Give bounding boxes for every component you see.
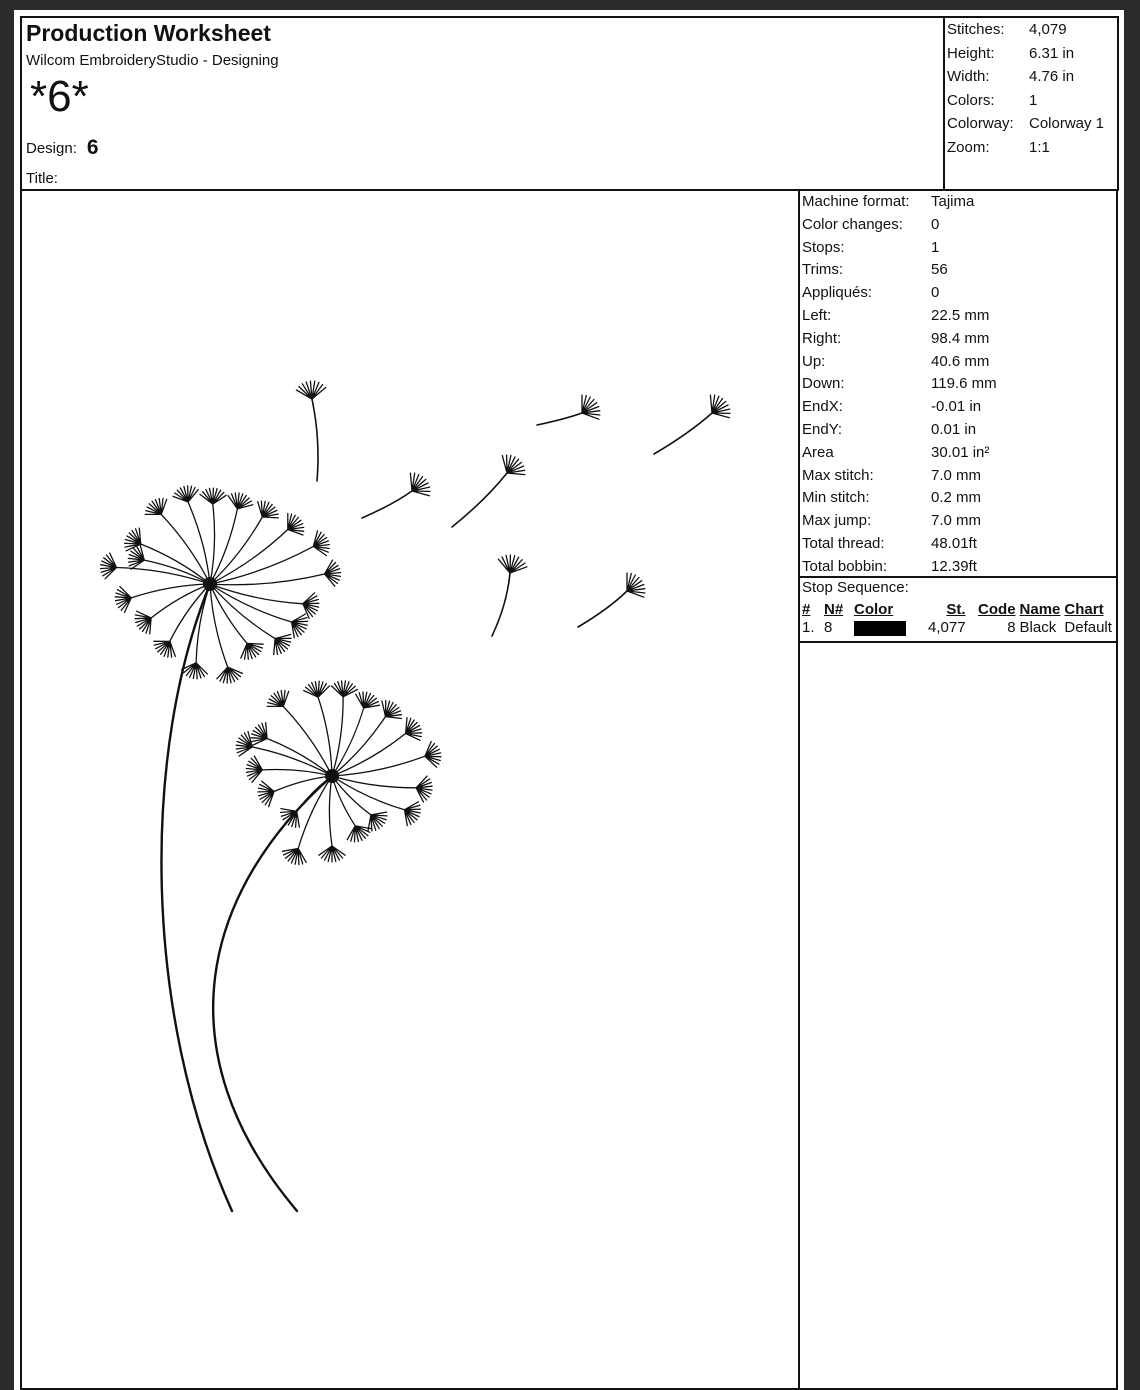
stop-sequence-title: Stop Sequence:	[802, 579, 909, 596]
summary-label: Zoom:	[947, 138, 990, 156]
stat-value: 7.0 mm	[931, 466, 982, 484]
seed-tuft	[115, 587, 131, 613]
seed-head-center	[203, 577, 217, 591]
floating-seed-stem	[362, 491, 412, 518]
col-color: Color	[854, 601, 894, 618]
stat-row	[802, 282, 997, 305]
seed-spoke	[298, 776, 332, 849]
seed-tuft	[296, 381, 325, 399]
stat-label: Color changes:	[802, 215, 903, 233]
design-value: 6	[86, 136, 99, 159]
table-row	[802, 618, 1116, 636]
stem	[213, 776, 332, 1211]
seed-spoke	[188, 502, 210, 584]
seed-tuft	[236, 732, 252, 757]
stat-row	[802, 237, 997, 260]
seed-spoke	[210, 584, 247, 643]
stop-sequence-table	[802, 601, 1116, 636]
stat-value: 0.2 mm	[931, 489, 982, 507]
stat-value: 7.0 mm	[931, 512, 982, 530]
stats-list	[802, 191, 997, 579]
stat-value: -0.01 in	[931, 398, 982, 416]
stat-value: 30.01 in²	[931, 443, 990, 461]
row-code: 8	[1007, 619, 1016, 636]
stat-label: Min stitch:	[802, 489, 870, 507]
seed-spoke	[210, 584, 303, 604]
seed-tuft	[182, 663, 208, 679]
seed-spoke	[151, 584, 210, 618]
summary-label: Colors:	[947, 91, 995, 109]
worksheet-title: Production Worksheet	[26, 20, 271, 46]
seed-spoke	[210, 504, 215, 584]
seed-tuft	[258, 781, 274, 806]
stat-value: 98.4 mm	[931, 329, 990, 347]
summary-panel	[943, 16, 1119, 191]
seed-spoke	[332, 697, 343, 776]
seed-tuft	[710, 395, 730, 418]
col-name: Name	[1019, 601, 1061, 618]
section-divider	[800, 641, 1116, 643]
row-chart: Default	[1064, 619, 1112, 636]
software-name: Wilcom EmbroideryStudio - Designing	[26, 52, 279, 69]
table-header-row	[802, 601, 1116, 618]
seed-tuft	[125, 528, 141, 551]
seed-tuft	[292, 614, 308, 638]
stat-label: Trims:	[802, 261, 844, 279]
seed-tuft	[627, 573, 645, 597]
stat-label: EndX:	[802, 398, 843, 416]
stat-row	[802, 328, 997, 351]
stat-value: 40.6 mm	[931, 352, 990, 370]
stat-value: 56	[931, 261, 948, 279]
seed-tuft	[410, 473, 430, 496]
seed-tuft	[217, 667, 243, 683]
summary-value: 4,079	[1029, 21, 1067, 38]
summary-label: Width:	[947, 68, 990, 85]
summary-value: 1	[1029, 91, 1038, 109]
seed-tuft	[228, 493, 253, 509]
seed-tuft	[274, 635, 291, 655]
seed-tuft	[241, 643, 263, 659]
seed-spoke	[196, 584, 210, 663]
seed-spoke	[332, 756, 425, 776]
summary-list	[947, 18, 1104, 159]
stat-label: Down:	[802, 375, 845, 393]
seed-tuft	[498, 555, 527, 573]
summary-row	[947, 65, 1104, 89]
seed-tuft	[101, 553, 117, 579]
stat-label: Total bobbin:	[802, 557, 888, 575]
seed-head-center	[325, 769, 339, 783]
stat-label: Left:	[802, 306, 832, 324]
summary-row	[947, 18, 1104, 42]
seed-tuft	[173, 486, 198, 502]
seed-tuft	[313, 531, 329, 556]
stat-label: EndY:	[802, 420, 843, 438]
design-row	[26, 136, 99, 160]
stat-label: Area	[802, 443, 834, 461]
summary-row	[947, 136, 1104, 160]
stat-value: 12.39ft	[931, 557, 977, 575]
floating-seed-stem	[492, 573, 510, 636]
stat-row	[802, 191, 997, 214]
seed-spoke	[116, 568, 210, 585]
col-num: #	[802, 601, 811, 618]
stat-label: Total thread:	[802, 534, 885, 552]
seed-spoke	[210, 584, 275, 639]
floating-seed-stem	[452, 473, 507, 527]
summary-row	[947, 112, 1104, 136]
title-label: Title:	[26, 170, 58, 187]
stat-label: Appliqués:	[802, 284, 873, 302]
stat-row	[802, 465, 997, 488]
col-stitches: St.	[946, 601, 966, 618]
seed-tuft	[258, 501, 279, 518]
seed-spoke	[210, 574, 325, 585]
seed-spoke	[210, 584, 228, 667]
seed-spoke	[329, 776, 332, 846]
summary-value: 4.76 in	[1029, 68, 1075, 85]
seed-tuft	[200, 488, 226, 504]
seed-tuft	[135, 611, 151, 634]
stats-panel	[798, 189, 1118, 1390]
row-name: Black	[1019, 619, 1057, 636]
stat-row	[802, 533, 997, 556]
col-code: Code	[978, 601, 1016, 618]
seed-tuft	[325, 560, 341, 586]
floating-seed-stem	[578, 591, 627, 627]
col-chart: Chart	[1064, 601, 1104, 618]
summary-label: Stitches:	[947, 21, 1005, 38]
design-label: Design:	[26, 139, 77, 157]
seed-tuft	[154, 641, 176, 657]
col-needle: N#	[824, 601, 844, 618]
seed-tuft	[356, 692, 380, 708]
seed-spoke	[332, 776, 416, 788]
seed-tuft	[347, 826, 371, 842]
summary-label: Height:	[947, 44, 995, 62]
stat-row	[802, 442, 997, 465]
seed-tuft	[145, 499, 167, 515]
stat-value: 0	[931, 215, 940, 233]
seed-tuft	[267, 691, 289, 707]
stat-row	[802, 419, 997, 442]
seed-tuft	[331, 681, 357, 697]
section-divider	[800, 576, 1116, 578]
seed-tuft	[406, 718, 422, 741]
stat-row	[802, 396, 997, 419]
seed-spoke	[131, 584, 210, 598]
stat-row	[802, 351, 997, 374]
color-swatch	[854, 621, 906, 636]
stat-row	[802, 259, 997, 282]
seed-spoke	[332, 776, 371, 815]
header-panel	[20, 16, 945, 191]
seed-tuft	[282, 849, 306, 865]
summary-row	[947, 89, 1104, 113]
seed-spoke	[210, 517, 262, 584]
seed-tuft	[425, 742, 441, 768]
summary-value: 6.31 in	[1029, 44, 1075, 62]
stat-row	[802, 510, 997, 533]
stat-value: 0	[931, 284, 940, 302]
row-stitches: 4,077	[928, 619, 966, 636]
seed-tuft	[288, 514, 304, 536]
stat-value: 48.01ft	[931, 534, 977, 552]
stat-row	[802, 373, 997, 396]
row-needle: 8	[824, 619, 833, 636]
seed-tuft	[382, 701, 402, 719]
design-preview	[20, 189, 800, 1390]
design-big-label: *6*	[30, 72, 89, 121]
seed-spoke	[283, 706, 332, 776]
stat-value: 119.6 mm	[931, 375, 997, 393]
seed-tuft	[246, 756, 262, 782]
stat-label: Right:	[802, 329, 842, 347]
seed-spoke	[252, 747, 332, 776]
floating-seed-stem	[537, 413, 582, 425]
stat-row	[802, 487, 997, 510]
row-num: 1.	[802, 619, 815, 636]
seed-spoke	[332, 708, 364, 776]
stat-row	[802, 305, 997, 328]
seed-tuft	[251, 723, 267, 746]
seed-tuft	[319, 846, 345, 862]
summary-value: 1:1	[1029, 138, 1050, 156]
stat-value: 0.01 in	[931, 420, 977, 438]
summary-value: Colorway 1	[1029, 115, 1105, 132]
stat-label: Machine format:	[802, 193, 910, 210]
stat-value: Tajima	[931, 193, 975, 210]
stat-label: Max stitch:	[802, 466, 874, 484]
floating-seed-stem	[312, 399, 318, 481]
seed-tuft	[416, 776, 432, 802]
dandelion-artwork	[22, 191, 798, 1388]
seed-spoke	[332, 717, 386, 777]
seed-spoke	[210, 584, 292, 622]
summary-row	[947, 42, 1104, 66]
seed-tuft	[405, 802, 421, 826]
seed-tuft	[304, 681, 330, 697]
seed-tuft	[582, 395, 600, 419]
summary-label: Colorway:	[947, 115, 1014, 132]
seed-tuft	[502, 455, 525, 475]
stat-label: Stops:	[802, 238, 845, 256]
stat-label: Max jump:	[802, 512, 872, 530]
stat-value: 22.5 mm	[931, 306, 990, 324]
production-worksheet	[14, 10, 1124, 1390]
stat-row	[802, 214, 997, 237]
stat-value: 1	[931, 238, 940, 256]
row-color-swatch	[854, 618, 928, 636]
stat-label: Up:	[802, 352, 826, 370]
floating-seed-stem	[654, 413, 712, 454]
